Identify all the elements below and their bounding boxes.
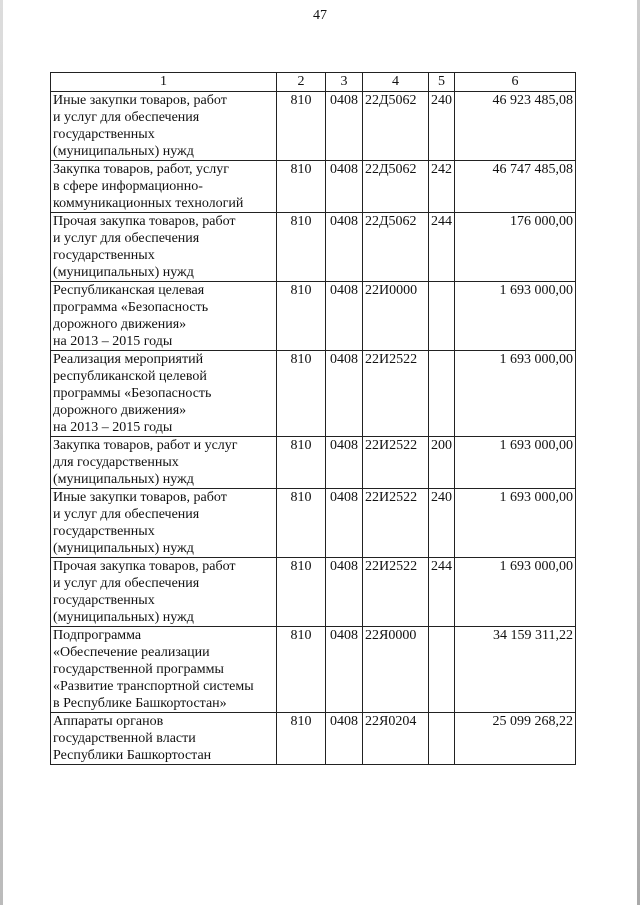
row-value-text: 244 [431,559,452,574]
row-value-text: 22И2522 [365,438,418,453]
row-name-text: Закупка товаров, работ, услуг в сфере информационно- коммуникационных технологий [53,162,244,211]
row-amount-cell [455,213,576,282]
row-value-text: 810 [290,714,312,729]
row-value-text: 810 [290,162,312,177]
row-col2-cell [277,489,326,558]
row-name-text: Прочая закупка товаров, работ и услуг для обеспечения государственных (муниципальных) нужд [53,214,236,280]
row-value-text: 1 693 000,00 [499,438,573,453]
row-value-text: 1 693 000,00 [499,490,573,505]
row-value-text: 244 [431,214,452,229]
row-col4-cell [363,282,429,351]
row-value-text: 1 693 000,00 [499,559,573,574]
row-col3-cell [326,351,363,437]
row-value-text: 22И2522 [365,490,418,505]
table-row [51,161,576,213]
row-amount-cell [455,489,576,558]
row-name-cell [51,713,277,765]
row-col2-cell [277,627,326,713]
row-name-text: Закупка товаров, работ и услуг для государственных (муниципальных) нужд [53,438,238,487]
row-col5-cell [429,558,455,627]
row-amount-cell [455,92,576,161]
row-name-text: Аппараты органов государственной власти Республики Башкортостан [53,714,212,763]
row-name-cell [51,92,277,161]
row-name-cell [51,627,277,713]
row-value-text: 810 [290,559,312,574]
row-value-text: 1 693 000,00 [499,352,573,367]
row-col2-cell [277,713,326,765]
row-name-text: Иные закупки товаров, работ и услуг для обеспечения государственных (муниципальных) нужд [53,490,227,556]
row-value-text: 0408 [330,714,358,729]
row-name-text: Реализация мероприятий республиканской целевой программы «Безопасность дорожного движения» на 2013 – 2015 годы [53,352,212,435]
row-col4-cell [363,713,429,765]
header-cell-6: 6 [455,73,576,92]
row-value-text: 810 [290,628,312,643]
table-row [51,351,576,437]
row-value-text: 200 [431,438,452,453]
row-value-text: 22Д5062 [365,93,417,108]
row-col3-cell [326,92,363,161]
row-value-text: 810 [290,438,312,453]
row-col2-cell [277,351,326,437]
budget-table [50,72,576,765]
row-col2-cell [277,558,326,627]
row-name-text: Прочая закупка товаров, работ и услуг для обеспечения государственных (муниципальных) нужд [53,559,236,625]
row-col2-cell [277,161,326,213]
row-col4-cell [363,213,429,282]
table-row [51,558,576,627]
row-col4-cell [363,627,429,713]
row-value-text: 25 099 268,22 [492,714,573,729]
row-value-text: 810 [290,93,312,108]
row-col5-cell [429,161,455,213]
row-col3-cell [326,161,363,213]
header-cell-3: 3 [326,73,363,92]
row-value-text: 22Д5062 [365,162,417,177]
page-number: 47 [313,8,327,23]
header-cell-2: 2 [277,73,326,92]
page-edge-left [0,0,3,905]
row-value-text: 46 923 485,08 [492,93,573,108]
row-value-text: 0408 [330,214,358,229]
header-cell-1: 1 [51,73,277,92]
row-col4-cell [363,437,429,489]
row-value-text: 46 747 485,08 [492,162,573,177]
table-row [51,713,576,765]
table-header-row [51,73,576,92]
row-value-text: 0408 [330,628,358,643]
row-value-text: 34 159 311,22 [493,628,573,643]
row-value-text: 0408 [330,438,358,453]
row-col4-cell [363,351,429,437]
row-name-text: Республиканская целевая программа «Безопасность дорожного движения» на 2013 – 2015 годы [53,283,209,349]
row-value-text: 0408 [330,559,358,574]
row-value-text: 22И2522 [365,559,418,574]
row-value-text: 22Я0000 [365,628,417,643]
row-value-text: 0408 [330,93,358,108]
row-col3-cell [326,437,363,489]
row-amount-cell [455,351,576,437]
row-value-text: 810 [290,283,312,298]
table-row [51,282,576,351]
row-col3-cell [326,627,363,713]
row-value-text: 22И0000 [365,283,418,298]
row-name-text: Иные закупки товаров, работ и услуг для обеспечения государственных (муниципальных) нужд [53,93,227,159]
header-cell-5: 5 [429,73,455,92]
row-col5-cell [429,713,455,765]
table-row [51,213,576,282]
row-value-text: 240 [431,490,452,505]
row-amount-cell [455,282,576,351]
row-col3-cell [326,489,363,558]
row-col5-cell [429,282,455,351]
row-col5-cell [429,351,455,437]
row-col5-cell [429,213,455,282]
row-name-cell [51,213,277,282]
row-value-text: 22Д5062 [365,214,417,229]
row-value-text: 810 [290,352,312,367]
row-col2-cell [277,437,326,489]
table-row [51,489,576,558]
row-col3-cell [326,213,363,282]
row-col4-cell [363,558,429,627]
row-col5-cell [429,92,455,161]
row-name-cell [51,282,277,351]
row-amount-cell [455,713,576,765]
row-value-text: 810 [290,490,312,505]
table-row [51,627,576,713]
row-value-text: 0408 [330,490,358,505]
row-col5-cell [429,437,455,489]
row-value-text: 0408 [330,283,358,298]
row-col3-cell [326,282,363,351]
row-value-text: 242 [431,162,452,177]
row-col2-cell [277,282,326,351]
table-row [51,92,576,161]
row-col4-cell [363,161,429,213]
row-col2-cell [277,92,326,161]
row-value-text: 810 [290,214,312,229]
row-col2-cell [277,213,326,282]
budget-table-body [51,73,576,765]
row-value-text: 0408 [330,162,358,177]
row-value-text: 22Я0204 [365,714,417,729]
row-value-text: 0408 [330,352,358,367]
row-name-cell [51,489,277,558]
row-col4-cell [363,489,429,558]
header-cell-4: 4 [363,73,429,92]
row-col3-cell [326,558,363,627]
row-amount-cell [455,437,576,489]
row-amount-cell [455,627,576,713]
row-name-cell [51,558,277,627]
row-col4-cell [363,92,429,161]
row-name-text: Подпрограмма «Обеспечение реализации государственной программы «Развитие транспортной системы в Республике Башкортостан» [53,628,254,711]
row-col3-cell [326,713,363,765]
row-value-text: 176 000,00 [510,214,573,229]
row-value-text: 1 693 000,00 [499,283,573,298]
row-name-cell [51,437,277,489]
row-col5-cell [429,627,455,713]
row-amount-cell [455,161,576,213]
row-value-text: 22И2522 [365,352,418,367]
row-name-cell [51,161,277,213]
row-name-cell [51,351,277,437]
row-amount-cell [455,558,576,627]
table-row [51,437,576,489]
row-col5-cell [429,489,455,558]
row-value-text: 240 [431,93,452,108]
